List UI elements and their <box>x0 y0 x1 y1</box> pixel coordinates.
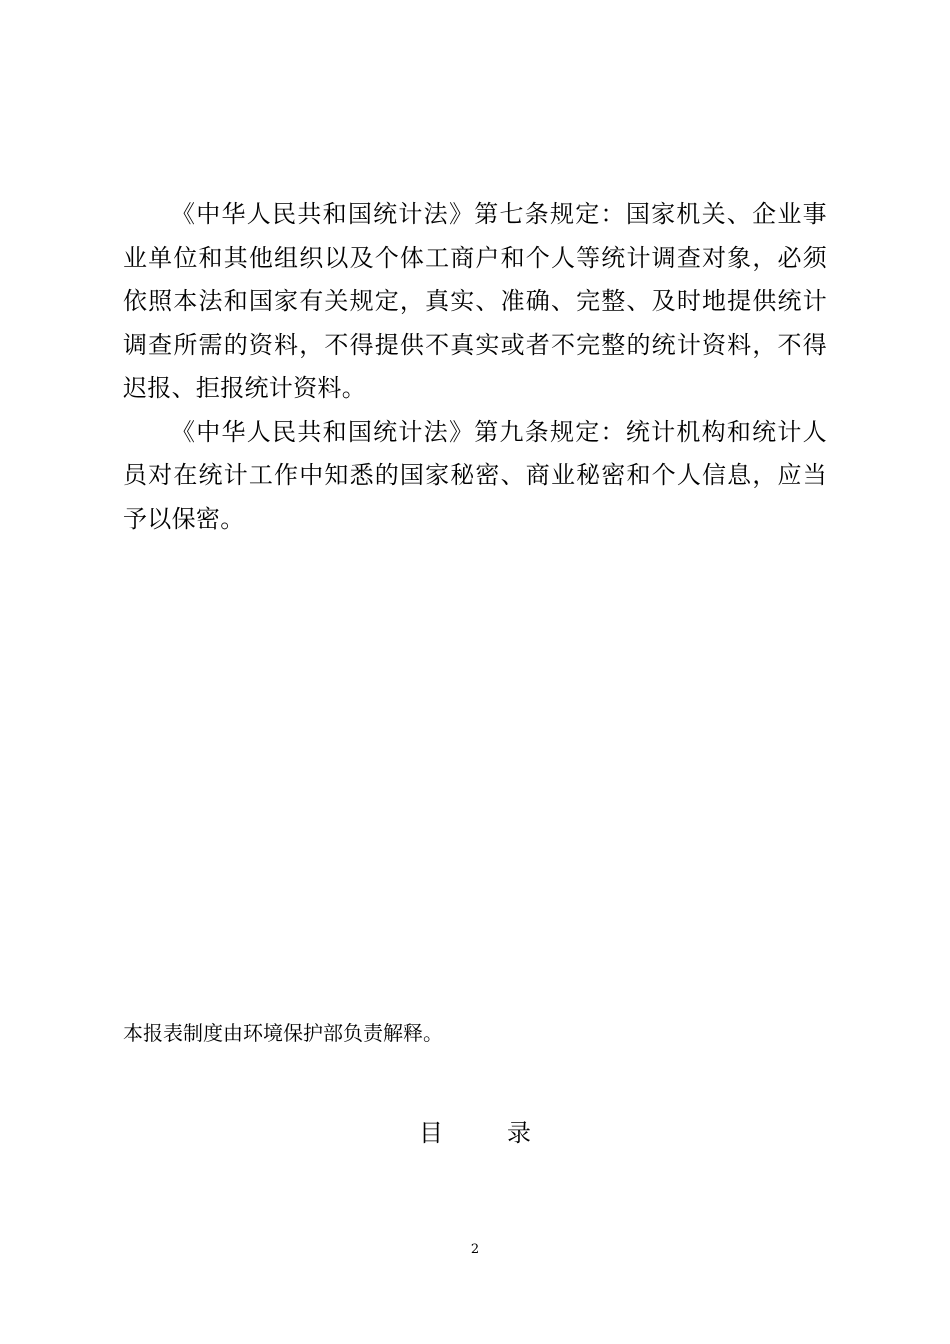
article-9-paragraph: 《中华人民共和国统计法》第九条规定：统计机构和统计人员对在统计工作中知悉的国家秘密、商业秘密和个人信息，应当予以保密。 <box>123 417 827 533</box>
table-of-contents-heading: 目录 <box>419 1119 595 1147</box>
page-number: 2 <box>470 1242 480 1257</box>
article-7-paragraph: 《中华人民共和国统计法》第七条规定：国家机关、企业事业单位和其他组织以及个体工商户和个人等统计调查对象，必须依照本法和国家有关规定，真实、准确、完整、及时地提供统计调查所需的资料，不得提供不真实或者不完整的统计资料，不得迟报、拒报统计资料。 <box>123 200 827 402</box>
statistics-law-text <box>123 193 827 541</box>
interpretation-note: 本报表制度由环境保护部负责解释。 <box>123 1021 443 1045</box>
